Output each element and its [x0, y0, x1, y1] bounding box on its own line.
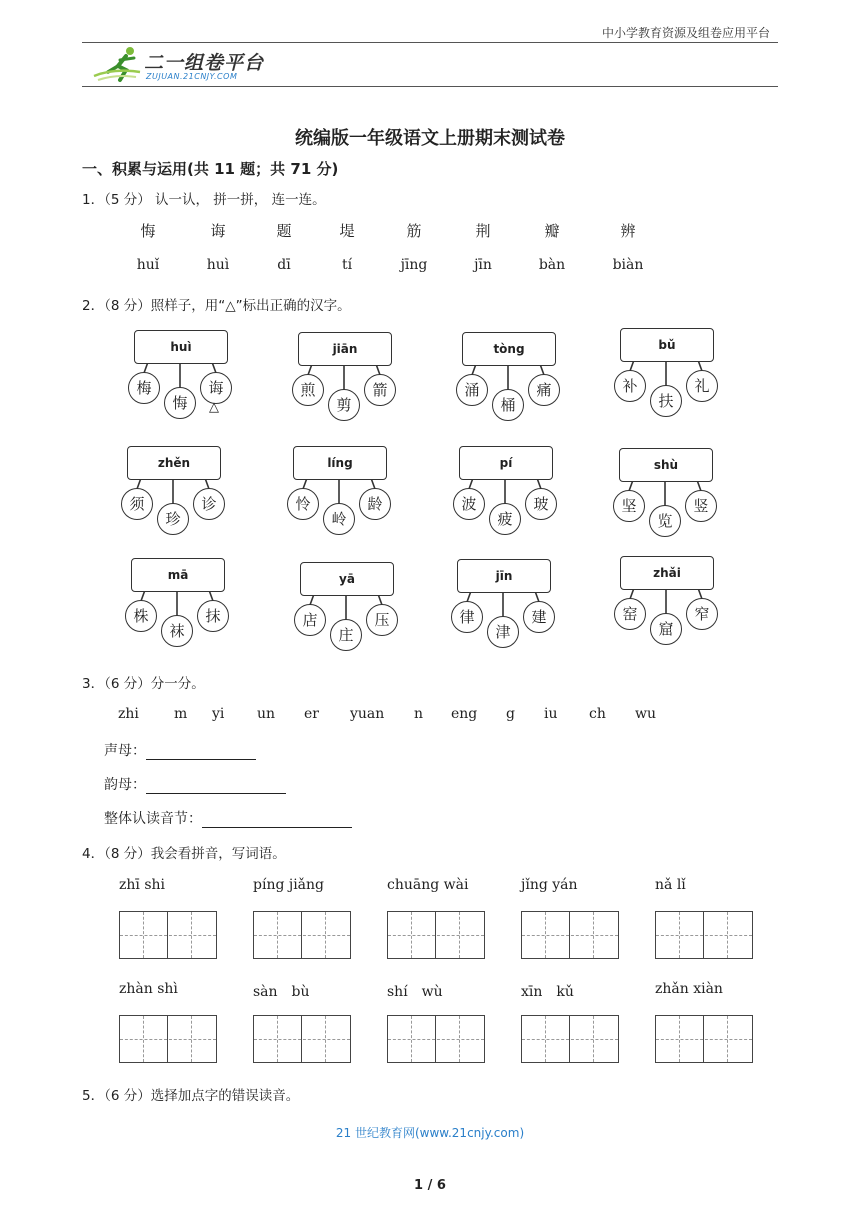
platform-name: 中小学教育资源及组卷应用平台 — [601, 26, 770, 40]
shengmu-blank[interactable] — [146, 745, 256, 760]
q2-character-group — [287, 446, 397, 541]
char-circle[interactable]: 诲 — [200, 372, 232, 404]
q1-char: 瓣 — [544, 222, 560, 240]
shengmu-line — [104, 740, 256, 760]
char-circle[interactable]: 须 — [121, 488, 153, 520]
char-circle[interactable]: 怜 — [287, 488, 319, 520]
section-heading: 一、积累与运用(共 11 题；共 71 分) — [82, 160, 339, 178]
char-circle[interactable]: 窑 — [614, 598, 646, 630]
char-circle[interactable]: 竖 — [685, 490, 717, 522]
q2-character-group — [294, 562, 404, 657]
tian-grid-box[interactable] — [387, 1015, 485, 1063]
zhengti-blank[interactable] — [202, 813, 352, 828]
char-circle[interactable]: 坚 — [613, 490, 645, 522]
char-circle[interactable]: 津 — [487, 616, 519, 648]
site-logo[interactable] — [90, 46, 280, 84]
q2-character-group — [453, 446, 563, 541]
question-1-stem: 1．（5 分） 认一认， 拼一拼， 连一连。 — [82, 192, 326, 208]
q1-pinyin: jīn — [474, 257, 492, 273]
q4-pinyin: shí wù — [387, 984, 443, 1000]
header-rule-bottom — [82, 86, 778, 87]
q2-character-group — [125, 558, 235, 653]
q4-pinyin: zhǎn xiàn — [655, 981, 723, 997]
char-circle[interactable]: 压 — [366, 604, 398, 636]
q1-char: 悔 — [140, 222, 156, 240]
char-circle[interactable]: 店 — [294, 604, 326, 636]
char-circle[interactable]: 袜 — [161, 615, 193, 647]
runner-icon — [90, 46, 146, 84]
q1-char: 堤 — [339, 222, 355, 240]
shengmu-label: 声母： — [104, 743, 146, 759]
question-4-stem: 4．（8 分）我会看拼音，写词语。 — [82, 846, 286, 862]
q2-character-group — [456, 332, 566, 427]
q3-syllable: g — [506, 706, 515, 722]
char-circle[interactable]: 剪 — [328, 389, 360, 421]
char-circle[interactable]: 庄 — [330, 619, 362, 651]
char-circle[interactable]: 扶 — [650, 385, 682, 417]
char-circle[interactable]: 补 — [614, 370, 646, 402]
pinyin-box: bǔ — [620, 328, 714, 362]
q4-pinyin: zhàn shì — [119, 981, 178, 997]
q4-pinyin: sàn bù — [253, 984, 310, 1000]
char-circle[interactable]: 桶 — [492, 389, 524, 421]
q1-pinyin: dī — [277, 257, 291, 273]
char-circle[interactable]: 煎 — [292, 374, 324, 406]
q1-pinyin: bàn — [538, 257, 566, 273]
char-circle[interactable]: 礼 — [686, 370, 718, 402]
header-rule-top — [82, 42, 778, 43]
q3-syllable: yuan — [350, 706, 385, 722]
page-title: 统编版一年级语文上册期末测试卷 — [295, 128, 565, 149]
question-2-stem: 2．（8 分）照样子，用“△”标出正确的汉字。 — [82, 298, 351, 314]
pinyin-box: jīn — [457, 559, 551, 593]
q2-character-group — [121, 446, 231, 541]
char-circle[interactable]: 箭 — [364, 374, 396, 406]
q1-pinyin: jīng — [400, 257, 428, 273]
q1-pinyin: huǐ — [136, 257, 160, 273]
page-number: 1 / 6 — [414, 1178, 446, 1193]
question-5-stem: 5．（6 分）选择加点字的错误读音。 — [82, 1088, 300, 1104]
char-circle[interactable]: 抹 — [197, 600, 229, 632]
q1-char: 诲 — [210, 222, 226, 240]
q1-pinyin: tí — [341, 257, 353, 273]
q2-character-group — [613, 448, 723, 543]
q3-syllable: iu — [544, 706, 558, 722]
char-circle[interactable]: 律 — [451, 601, 483, 633]
tian-grid-box[interactable] — [119, 1015, 217, 1063]
q4-pinyin: nǎ lǐ — [655, 877, 686, 893]
pinyin-box: huì — [134, 330, 228, 364]
char-circle[interactable]: 悔 — [164, 387, 196, 419]
pinyin-box: tòng — [462, 332, 556, 366]
q3-syllable: er — [304, 706, 319, 722]
q1-char: 筋 — [406, 222, 422, 240]
char-circle[interactable]: 疲 — [489, 503, 521, 535]
q3-syllable: wu — [635, 706, 656, 722]
char-circle[interactable]: 窄 — [686, 598, 718, 630]
tian-grid-box[interactable] — [655, 1015, 753, 1063]
pinyin-box: jiān — [298, 332, 392, 366]
tian-grid-box[interactable] — [119, 911, 217, 959]
q3-syllable: yi — [212, 706, 225, 722]
q4-pinyin: zhī shi — [119, 877, 165, 893]
char-circle[interactable]: 梅 — [128, 372, 160, 404]
char-circle[interactable]: 珍 — [157, 503, 189, 535]
tian-grid-box[interactable] — [521, 1015, 619, 1063]
char-circle[interactable]: 波 — [453, 488, 485, 520]
footer-site[interactable]: 21 世纪教育网(www.21cnjy.com) — [335, 1126, 525, 1140]
q4-pinyin: xīn kǔ — [521, 984, 574, 1000]
q1-char: 辨 — [620, 222, 636, 240]
q3-syllable: m — [174, 706, 188, 722]
question-3-stem: 3．（6 分）分一分。 — [82, 676, 205, 692]
zhengti-label: 整体认读音节： — [104, 811, 202, 827]
q2-character-group — [128, 330, 238, 425]
pinyin-box: zhǎi — [620, 556, 714, 590]
char-circle[interactable]: 岭 — [323, 503, 355, 535]
q2-character-group — [451, 559, 561, 654]
q2-character-group — [614, 556, 724, 651]
yunmu-label: 韵母： — [104, 777, 146, 793]
pinyin-box: pí — [459, 446, 553, 480]
tian-grid-box[interactable] — [521, 911, 619, 959]
q3-syllable: zhi — [118, 706, 139, 722]
q3-syllable: n — [414, 706, 424, 722]
q4-pinyin: chuāng wài — [387, 877, 469, 893]
q1-pinyin: biàn — [612, 257, 644, 273]
q3-syllable: un — [257, 706, 276, 722]
q2-character-group — [292, 332, 402, 427]
logo-url: ZUJUAN.21CNJY.COM — [146, 72, 238, 81]
tian-grid-box[interactable] — [655, 911, 753, 959]
q2-character-group — [614, 328, 724, 423]
char-circle[interactable]: 痛 — [528, 374, 560, 406]
triangle-mark: △ — [209, 400, 219, 415]
pinyin-box: yā — [300, 562, 394, 596]
q1-char: 荆 — [475, 222, 491, 240]
pinyin-box: mā — [131, 558, 225, 592]
tian-grid-box[interactable] — [253, 911, 351, 959]
q3-syllable: eng — [451, 706, 478, 722]
q1-pinyin: huì — [206, 257, 230, 273]
logo-text: 二一组卷平台 — [144, 52, 265, 74]
q1-char: 题 — [276, 222, 292, 240]
q4-pinyin: píng jiǎng — [253, 877, 325, 893]
q4-pinyin: jǐng yán — [521, 877, 578, 893]
char-circle[interactable]: 诊 — [193, 488, 225, 520]
pinyin-box: shù — [619, 448, 713, 482]
char-circle[interactable]: 窟 — [650, 613, 682, 645]
char-circle[interactable]: 建 — [523, 601, 555, 633]
yunmu-blank[interactable] — [146, 779, 286, 794]
char-circle[interactable]: 玻 — [525, 488, 557, 520]
char-circle[interactable]: 览 — [649, 505, 681, 537]
tian-grid-box[interactable] — [387, 911, 485, 959]
zhengti-line — [104, 808, 352, 828]
char-circle[interactable]: 株 — [125, 600, 157, 632]
yunmu-line — [104, 774, 286, 794]
char-circle[interactable]: 涌 — [456, 374, 488, 406]
tian-grid-box[interactable] — [253, 1015, 351, 1063]
pinyin-box: líng — [293, 446, 387, 480]
q3-syllable: ch — [589, 706, 606, 722]
char-circle[interactable]: 龄 — [359, 488, 391, 520]
pinyin-box: zhěn — [127, 446, 221, 480]
